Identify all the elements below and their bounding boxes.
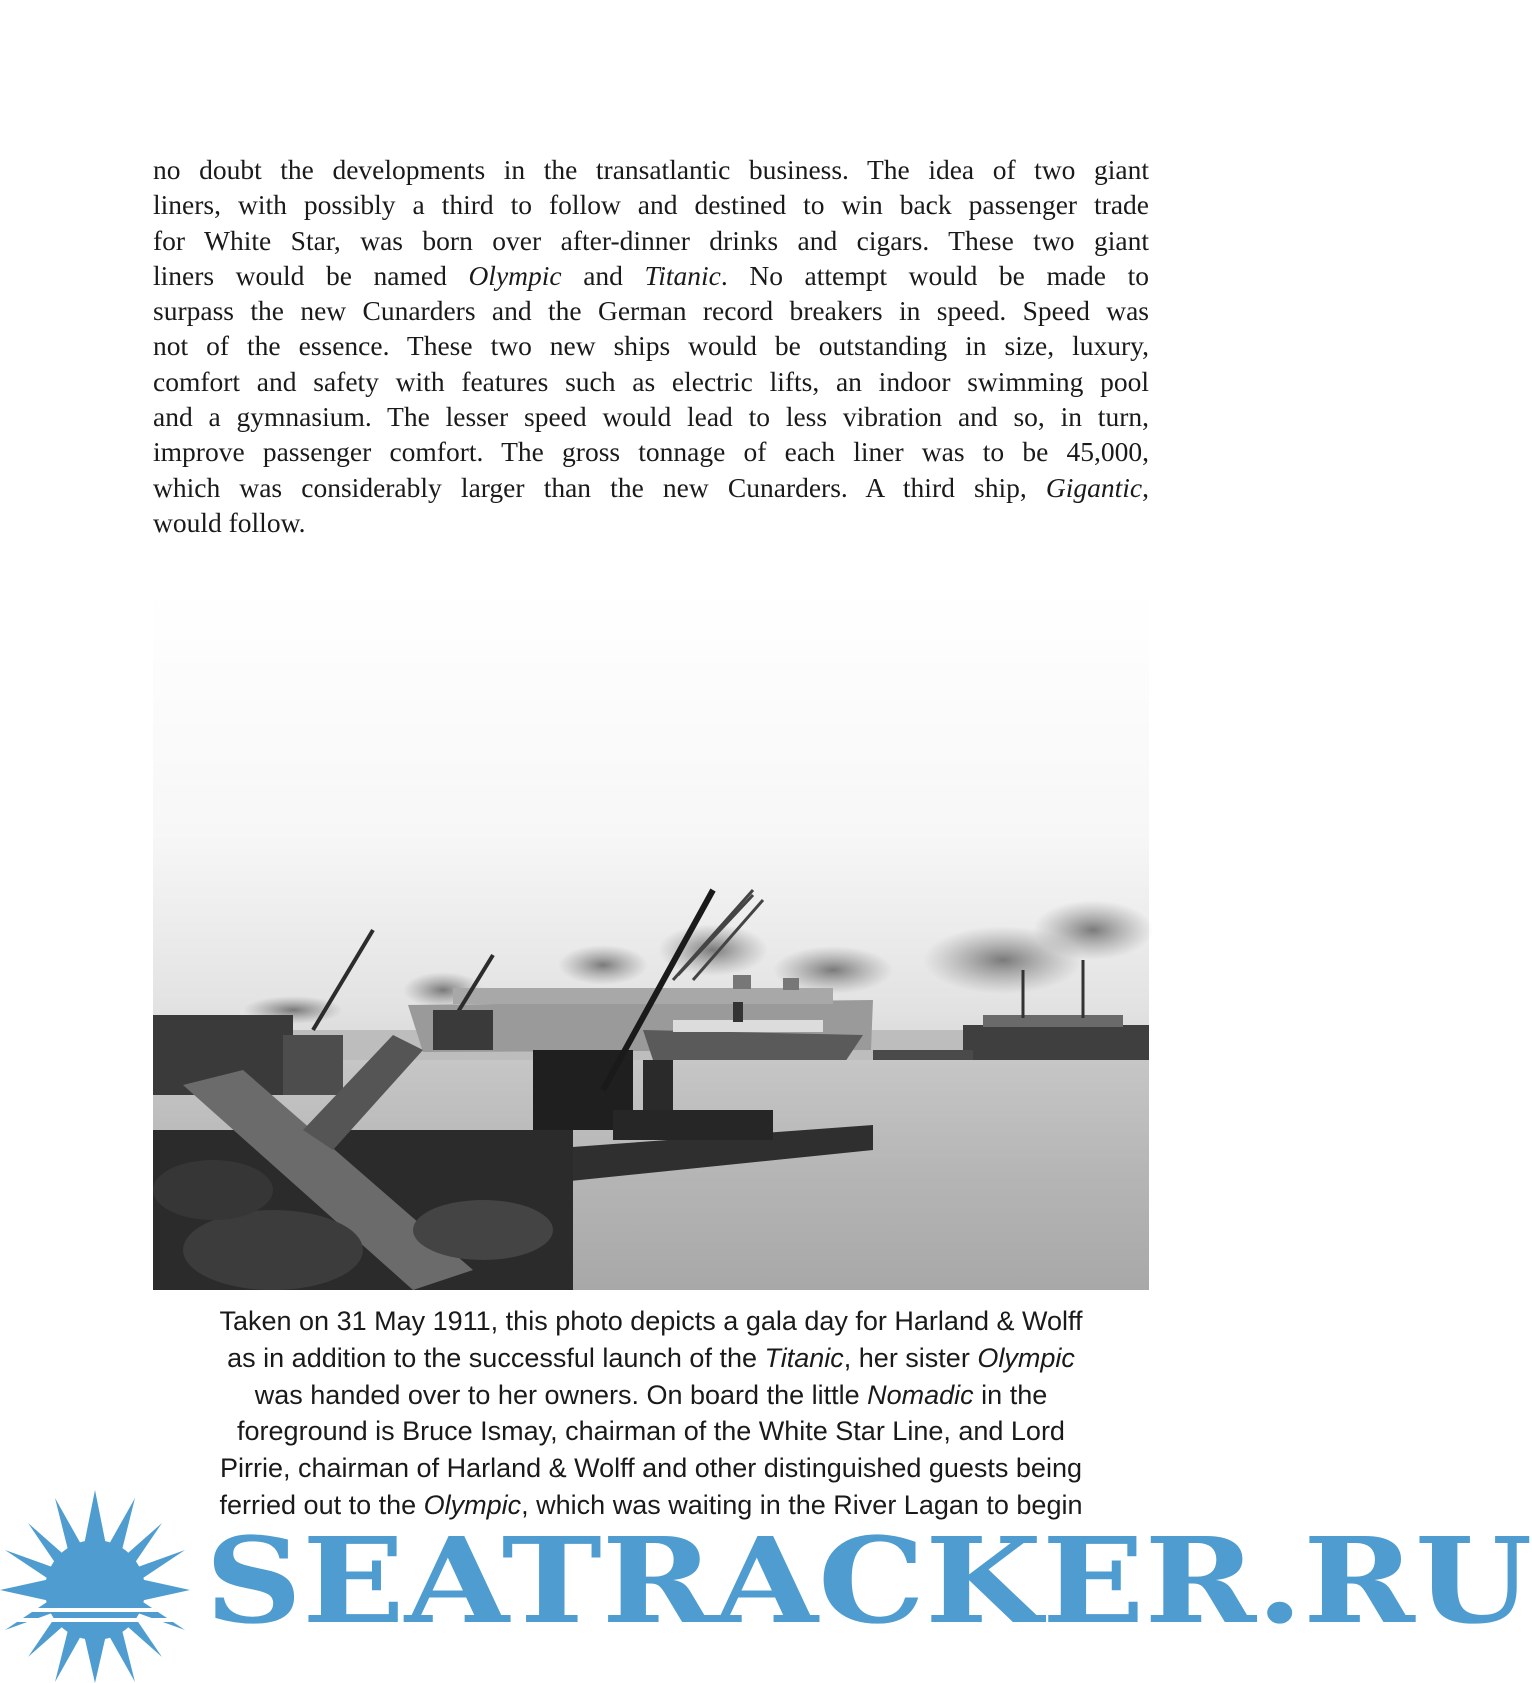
sun-icon: [0, 1490, 220, 1683]
body-line: comfort and safety with features such as electric lifts, an indoor swimming pool: [153, 365, 1149, 397]
body-line: liners, with possibly a third to follow and destined to win back passenger trade: [153, 189, 1149, 221]
caption-line: foreground is Bruce Ismay, chairman of the White Star Line, and Lord: [237, 1416, 1065, 1447]
caption-line: Taken on 31 May 1911, this photo depicts a gala day for Harland & Wolff: [219, 1306, 1083, 1336]
caption-line: ferried out to the Olympic, which was waiting in the River Lagan to begin: [219, 1489, 1083, 1520]
body-paragraph: [153, 152, 1149, 540]
ship-name: Titanic: [764, 1342, 844, 1373]
ship-name: Olympic: [423, 1489, 522, 1520]
body-line: improve passenger comfort. The gross tonnage of each liner was to be 45,000,: [153, 436, 1149, 468]
body-line: no doubt the developments in the transatlantic business. The idea of two giant: [153, 154, 1149, 185]
ship-name: Nomadic: [867, 1379, 974, 1410]
ship-name: Olympic: [977, 1342, 1075, 1373]
body-line: and a gymnasium. The lesser speed would lead to less vibration and so, in turn,: [153, 401, 1149, 433]
body-line: not of the essence. These two new ships would be outstanding in size, luxury,: [153, 330, 1149, 362]
ship-name: Titanic: [644, 259, 721, 291]
ship-name: Olympic: [468, 259, 562, 291]
body-line: which was considerably larger than the new Cunarders. A third ship, Gigantic,: [153, 471, 1149, 503]
caption-line: was handed over to her owners. On board the little Nomadic in the: [254, 1379, 1048, 1410]
caption-line: Pirrie, chairman of Harland & Wolff and other distinguished guests being: [220, 1453, 1082, 1484]
harbour-photograph: [153, 590, 1149, 1290]
ship-name: Gigantic: [1045, 471, 1143, 503]
body-line: surpass the new Cunarders and the German record breakers in speed. Speed was: [153, 295, 1149, 327]
body-line: would follow.: [153, 506, 306, 538]
caption-line: as in addition to the successful launch of the Titanic, her sister Olympic: [227, 1342, 1075, 1373]
watermark-text: SEATRACKER.RU: [205, 1511, 1532, 1650]
body-line: for White Star, was born over after-dinner drinks and cigars. These two giant: [153, 224, 1149, 256]
body-line: liners would be named Olympic and Titanic. No attempt would be made to: [153, 259, 1149, 291]
